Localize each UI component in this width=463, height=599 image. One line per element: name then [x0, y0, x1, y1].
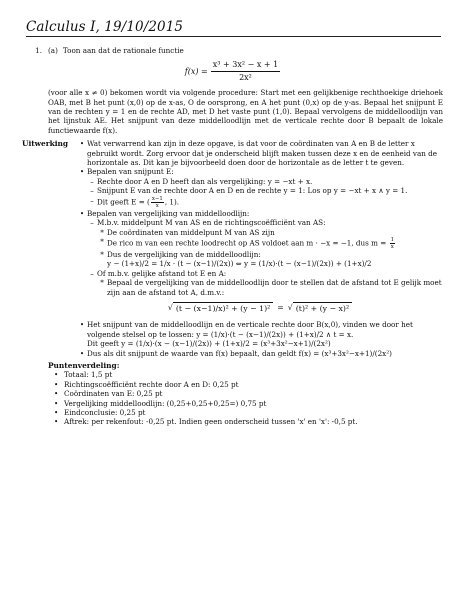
m1b-label: De rico m van een rechte loodrecht op AS voldoet aan m · −x = −1, dus m =: [107, 238, 387, 248]
s1b-text: Dit geeft y = (1/x)·(x − (x−1)/(2x)) + (1+x)/2 = (x³+3x²−x+1)/(2x²): [87, 339, 331, 349]
list-item: [97, 259, 443, 268]
question-intro: Toon aan dat de rationale functie: [62, 46, 184, 55]
solution-body: [77, 139, 443, 358]
question-number: 1.: [35, 46, 42, 55]
page-header: [26, 16, 441, 35]
sqrt-right: (t)² + (y − x)²: [293, 302, 352, 314]
list-item: • Het snijpunt van de middelloodlijn en de verticale rechte door B(x,0), vinden we door het volgende stelsel op te lossen: y = (1/x)·(t − (x−1)/(2x)) + (1+x)/2 ∧ t = x.: [77, 320, 443, 339]
list-item: • Aftrek: per rekenfout: -0,25 pt. Indien geen onderscheid tussen 'x' en 'x': -0,5 pt.: [54, 417, 358, 427]
e1-text: Rechte door A en D heeft dan als vergelijking: y = −xt + x.: [97, 176, 313, 186]
m1-text: M.b.v. middelpunt M van AS en de richtingscoëfficiënt van AS:: [97, 218, 326, 228]
m1c-text: Dus de vergelijking van de middelloodlijn:: [107, 249, 261, 259]
question-paragraph: (voor alle x ≠ 0) bekomen wordt via volgende procedure: Start met een gelijkbenige rechthoekige driehoek OAB, met B het punt (x,0) op de x-as, O de oorsprong, en A het punt (0,x) op de y-as. Bepaal het snijpunt E van de rechten y = 1 en de rechte AD, met D het vaste punt (1,0). Bepaal vervolgens de middelloodlijn van het lijnstuk AE. Het snijpunt van deze middelloodlijn met de verticale rechte door B bepaalt de lokale functiewaarde f(x).: [48, 88, 443, 135]
e3-fraction: [151, 196, 164, 209]
m1b-fraction: [390, 237, 395, 250]
m2-text: Of m.b.v. gelijke afstand tot E en A:: [97, 268, 227, 278]
m1a-text: De coördinaten van middelpunt M van AS zijn: [107, 227, 275, 237]
formula-numerator: x³ + 3x² − x + 1: [211, 60, 281, 71]
m1b-den: x: [390, 243, 394, 250]
distance-equation: [77, 302, 443, 314]
list-item: • Bepalen van vergelijking van middelloodlijn:: [77, 209, 443, 218]
list-item: * Dus de vergelijking van de middelloodlijn:: [97, 250, 443, 259]
sqrt-left: (t − (x−1)/x)² + (y − 1)²: [173, 302, 273, 314]
points-item: Richtingscoëfficiënt rechte door A en D: 0,25 pt: [64, 379, 239, 389]
e3-text: Dit geeft E = ( $\frac{x-1}{x}$ , 1).: [97, 195, 180, 209]
document-content: [22, 46, 443, 427]
question-line: [22, 46, 443, 55]
e3-post: , 1: [164, 197, 174, 207]
points-item: Vergelijking middelloodlijn: (0,25+0,25+0,25=) 0,75 pt: [64, 398, 267, 408]
sqrt-symbol-right: √: [287, 303, 293, 313]
points-item: Coördinaten van E: 0,25 pt: [64, 389, 163, 399]
list-item: * Bepaal de vergelijking van de middelloodlijn door te stellen dat de afstand tot E gelijk moet zijn aan de afstand tot A, d.m.v.:: [100, 278, 442, 297]
list-item: • Bepalen van snijpunt E:: [77, 167, 443, 176]
list-item: • Dus als dit snijpunt de waarde van f(x) bepaalt, dan geldt f(x) = (x³+3x²−x+1)/(2x²): [77, 349, 443, 358]
e2-text: Snijpunt E van de rechte door A en D en de rechte y = 1: Los op y = −xt + x ∧ y = 1.: [97, 186, 408, 196]
points-title: Puntenverdeling:: [48, 360, 120, 370]
solution-section: [22, 139, 443, 358]
list-item: • Coördinaten van E: 0,25 pt: [54, 389, 163, 399]
list-item: [77, 339, 443, 348]
sqrt-symbol-left: √: [167, 303, 173, 313]
sqrt-equals: =: [277, 303, 284, 313]
formula-lhs: f(x) =: [184, 66, 208, 76]
points-item: Aftrek: per rekenfout: -0,25 pt. Indien geen onderscheid tussen 'x' en 'x': -0,5 pt.: [64, 417, 358, 427]
m1d-text: y − (1+x)/2 = 1/x · (t − (x−1)/(2x)) ⇔ y = (1/x)·(t − (x−1)/(2x)) + (1+x)/2: [107, 259, 372, 269]
page-title: Calculus I, 19/10/2015: [26, 19, 184, 35]
list-item: – Rechte door A en D heeft dan als vergelijking: y = −xt + x.: [87, 177, 443, 186]
list-item: • Wat verwarrend kan zijn in deze opgave, is dat voor de coördinaten van A en B de letter x gebruikt wordt. Zorg ervoor dat je onderscheid blijft maken tussen deze x en de eenheid van de horizontale as. Dit kan je bijvoorbeeld doen door de horizontale as de letter t te geven.: [77, 139, 443, 167]
list-item: • Eindconclusie: 0,25 pt: [54, 408, 146, 417]
e3-pre: Dit geeft E =: [97, 197, 145, 207]
m1b-text: [107, 237, 443, 250]
function-formula: [22, 60, 443, 82]
list-item: – M.b.v. middelpunt M van AS en de richtingscoëfficiënt van AS:: [87, 218, 443, 227]
list-item: • Totaal: 1,5 pt: [54, 370, 113, 380]
m1b-num: 1: [390, 236, 394, 243]
formula-denominator: 2x²: [239, 72, 252, 82]
header-rule: [26, 36, 441, 37]
list-item: – Dit geeft E = ( $\frac{x-1}{x}$ , 1).: [87, 196, 443, 209]
e3-num: x−1: [151, 195, 163, 202]
question-part: (a): [48, 46, 58, 55]
points-item: Totaal: 1,5 pt: [64, 370, 113, 380]
list-item: * De rico m van een rechte loodrecht op AS voldoet aan m · −x = −1, dus m = $\frac{1}{x}$: [97, 237, 443, 250]
m2a-text: Bepaal de vergelijking van de middelloodlijn door te stellen dat de afstand tot E gelijk moet zijn aan de afstand tot A, d.m.v.:: [107, 278, 442, 297]
points-item: Eindconclusie: 0,25 pt: [64, 408, 146, 417]
e-title: Bepalen van snijpunt E:: [87, 167, 174, 177]
solution-label: Uitwerking: [22, 139, 69, 149]
points-section: [48, 361, 443, 427]
s2-text: Dus als dit snijpunt de waarde van f(x) bepaalt, dan geldt f(x) = (x³+3x²−x+1)/(2x²): [87, 348, 392, 358]
list-item: – Of m.b.v. gelijke afstand tot E en A:: [87, 269, 443, 278]
s1-text: Het snijpunt van de middelloodlijn en de verticale rechte door B(x,0), vinden we door het volgende stelsel op te lossen: y = (1/x)·(t − (x−1)/(2x)) + (1+x)/2 ∧ t = x.: [87, 320, 413, 339]
list-item: • Richtingscoëfficiënt rechte door A en D: 0,25 pt: [54, 379, 239, 389]
m-title: Bepalen van vergelijking van middelloodlijn:: [87, 208, 250, 218]
list-item: • Vergelijking middelloodlijn: (0,25+0,25+0,25=) 0,75 pt: [54, 398, 267, 408]
formula-fraction: [211, 60, 281, 82]
solution-p1: Wat verwarrend kan zijn in deze opgave, is dat voor de coördinaten van A en B de letter x gebruikt wordt. Zorg ervoor dat je onderscheid blijft maken tussen deze x en de eenheid van de horizontale as. Dit kan je bijvoorbeeld doen door de horizontale as de letter t te geven.: [87, 139, 438, 168]
list-item: – Snijpunt E van de rechte door A en D en de rechte y = 1: Los op y = −xt + x ∧ y = 1.: [87, 186, 443, 195]
list-item: * De coördinaten van middelpunt M van AS zijn: [97, 228, 443, 237]
e3-den: x: [155, 202, 159, 209]
